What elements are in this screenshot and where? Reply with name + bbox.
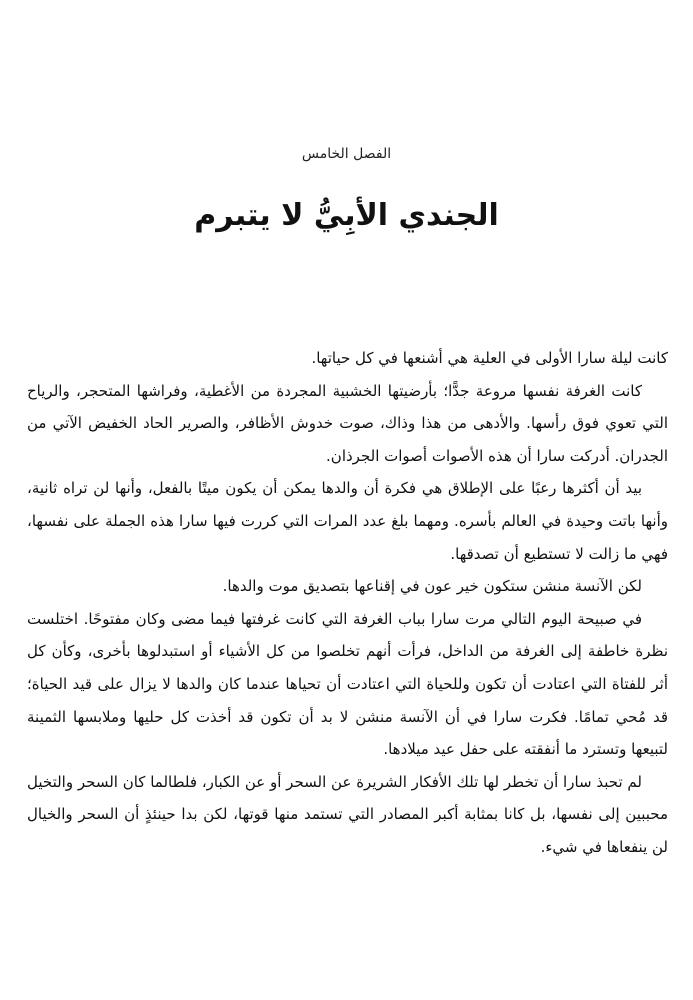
paragraph: لكن الآنسة منشن ستكون خير عون في إقناعها بتصديق موت والدها. xyxy=(222,577,642,596)
chapter-label: الفصل الخامس xyxy=(301,146,392,162)
paragraph: بيد أن أكثرها رعبًا على الإطلاق هي فكرة أن والدها يمكن أن يكون ميتًا بالفعل، وأنها لن تراه ثانية، وأنها باتت وحيدة في العالم بأسره. ومهما بلغ عدد المرات التي كررت فيها سارا هذه الجملة على نفسها، فهي ما زالت لا تستطيع أن تصدقها. xyxy=(27,479,668,563)
paragraph: كانت الغرفة نفسها مروعة جدًّا؛ بأرضيتها الخشبية المجردة من الأغطية، وفراشها المتحجر، والرياح التي تعوي فوق رأسها. والأدهى من هذا وذاك، صوت خدوش الأظافر، والصرير الحاد الخفيض الآتي من الجدران. أدركت سارا أن هذه الأصوات أصوات الجرذان. xyxy=(27,381,668,465)
paragraph: في صبيحة اليوم التالي مرت سارا بباب الغرفة التي كانت غرفتها فيما مضى وكان مفتوحًا. اختلست نظرة خاطفة إلى الغرفة من الداخل، فرأت أنهم تخلصوا من كل الأشياء أو استبدلوها بأخرى، وكأن كل أثر للفتاة التي اعتادت أن تكون وللحياة التي اعتادت أن تحياها عندما كان والدها لا يزال على قيد الحياة؛ قد مُحي تمامًا. فكرت سارا في أن الآنسة منشن لا بد أن تكون قد أخذت كل حليها وملابسها الثمينة لتبيعها وتسترد ما أنفقته على حفل عيد ميلادها. xyxy=(27,609,668,759)
paragraph: لم تحبذ سارا أن تخطر لها تلك الأفكار الشريرة عن السحر أو عن الكبار، فلطالما كان السحر والتخيل محببين إلى نفسها، بل كانا بمثابة أكبر المصادر التي تستمد منها قوتها، لكن بدا حينئذٍ أن السحر والخيال لن ينفعاها في شيء. xyxy=(27,772,668,856)
paragraph: كانت ليلة سارا الأولى في العلية هي أشنعها في كل حياتها. xyxy=(311,349,668,367)
chapter-body xyxy=(27,342,668,864)
chapter-title: الجندي الأبِيُّ لا يتبرم xyxy=(194,198,499,233)
